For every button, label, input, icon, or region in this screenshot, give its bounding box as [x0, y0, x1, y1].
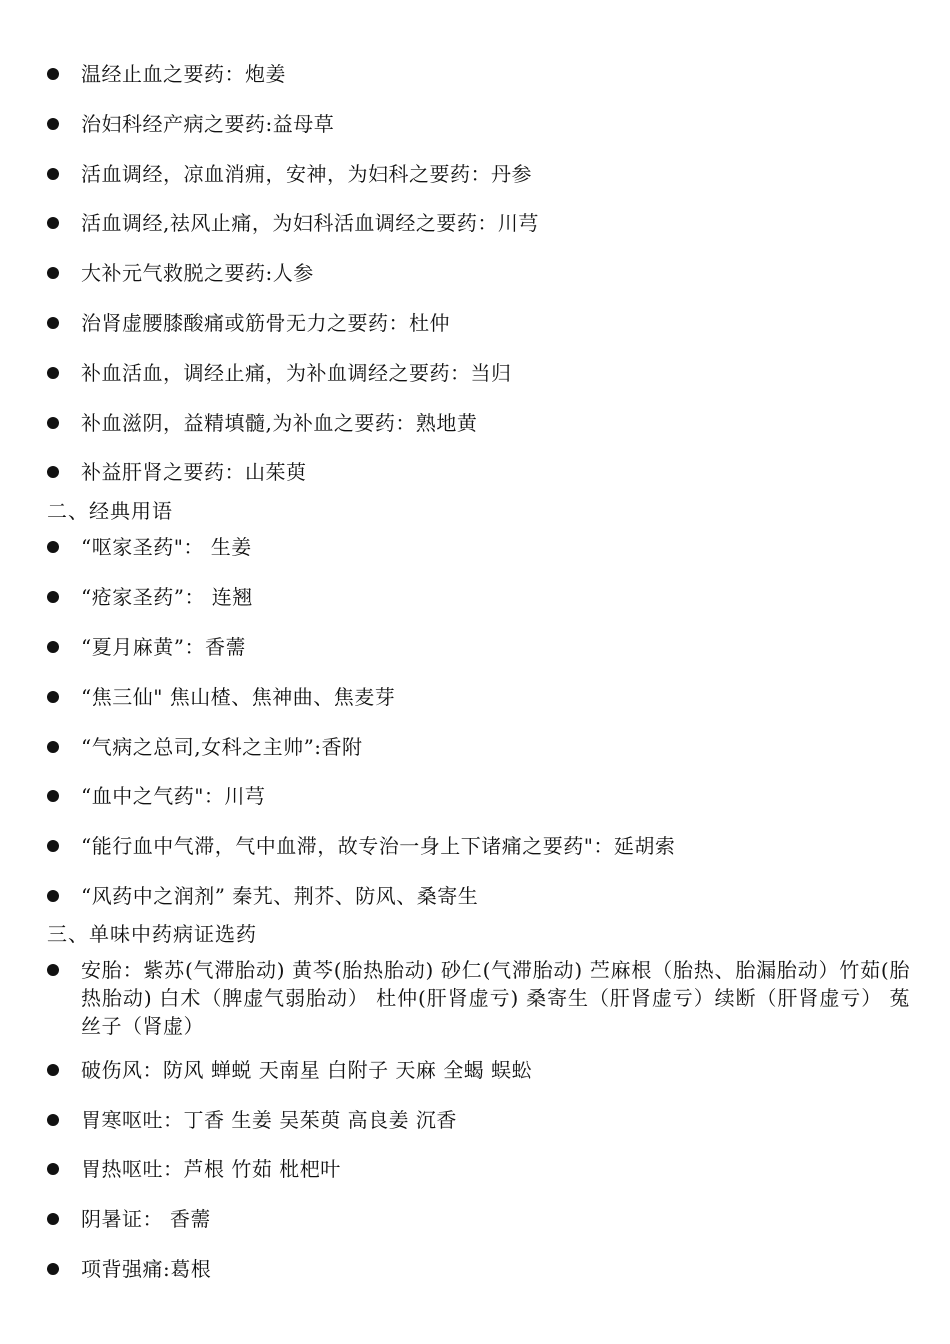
bullet-icon — [47, 267, 59, 279]
bullet-icon — [47, 68, 59, 80]
list-item: 项背强痛:葛根 — [81, 1257, 212, 1281]
bullet-icon — [47, 1263, 59, 1275]
bullet-icon — [47, 317, 59, 329]
bullet-icon — [47, 641, 59, 653]
list-item: “能行血中气滞，气中血滞，故专治一身上下诸痛之要药"：延胡索 — [81, 834, 676, 858]
list-item: “呕家圣药"： 生姜 — [81, 535, 252, 559]
bullet-icon — [47, 964, 59, 976]
bullet-icon — [47, 1213, 59, 1225]
bullet-icon — [47, 890, 59, 902]
list-item: “血中之气药"：川芎 — [81, 784, 266, 808]
section-heading: 三、单味中药病证选药 — [47, 922, 257, 946]
list-item: 补血滋阴，益精填髓,为补血之要药：熟地黄 — [81, 411, 478, 435]
list-item: 胃寒呕吐：丁香 生姜 吴茱萸 高良姜 沉香 — [81, 1108, 457, 1132]
list-item: “焦三仙" 焦山楂、焦神曲、焦麦芽 — [81, 685, 396, 709]
bullet-icon — [47, 840, 59, 852]
list-item: 大补元气救脱之要药:人参 — [81, 261, 314, 285]
bullet-icon — [47, 691, 59, 703]
bullet-icon — [47, 1064, 59, 1076]
list-item: 温经止血之要药：炮姜 — [81, 62, 286, 86]
list-item: 补血活血，调经止痛，为补血调经之要药：当归 — [81, 361, 512, 385]
list-item: “夏月麻黄”：香薷 — [81, 635, 246, 659]
list-item: 治妇科经产病之要药:益母草 — [81, 112, 335, 136]
bullet-icon — [47, 466, 59, 478]
list-item: 胃热呕吐：芦根 竹茹 枇杷叶 — [81, 1157, 341, 1181]
list-item: 活血调经,祛风止痛，为妇科活血调经之要药：川芎 — [81, 211, 539, 235]
list-item: 补益肝肾之要药：山茱萸 — [81, 460, 307, 484]
bullet-icon — [47, 790, 59, 802]
list-item: 治肾虚腰膝酸痛或筋骨无力之要药：杜仲 — [81, 311, 450, 335]
list-item: 安胎：紫苏(气滞胎动) 黄芩(胎热胎动) 砂仁(气滞胎动) 苎麻根（胎热、胎漏胎动）竹茹(胎热胎动) 白术（脾虚气弱胎动） 杜仲(肝肾虚亏) 桑寄生（肝肾虚亏）续断（肝肾虚亏） 菟丝子（肾虚） — [81, 958, 910, 1038]
bullet-icon — [47, 741, 59, 753]
bullet-icon — [47, 541, 59, 553]
list-item: 破伤风：防风 蝉蜕 天南星 白附子 天麻 全蝎 蜈蚣 — [81, 1058, 533, 1082]
bullet-icon — [47, 591, 59, 603]
list-item: “疮家圣药”： 连翘 — [81, 585, 253, 609]
bullet-icon — [47, 217, 59, 229]
list-item: “气病之总司,女科之主帅”:香附 — [81, 735, 363, 759]
list-item: 活血调经，凉血消痈，安神，为妇科之要药：丹参 — [81, 162, 532, 186]
bullet-icon — [47, 1114, 59, 1126]
bullet-icon — [47, 168, 59, 180]
bullet-icon — [47, 1163, 59, 1175]
section-heading: 二、经典用语 — [47, 499, 173, 523]
bullet-icon — [47, 118, 59, 130]
bullet-icon — [47, 367, 59, 379]
list-item: “风药中之润剂” 秦艽、荆芥、防风、桑寄生 — [81, 884, 479, 908]
bullet-icon — [47, 417, 59, 429]
list-item: 阴暑证： 香薷 — [81, 1207, 211, 1231]
